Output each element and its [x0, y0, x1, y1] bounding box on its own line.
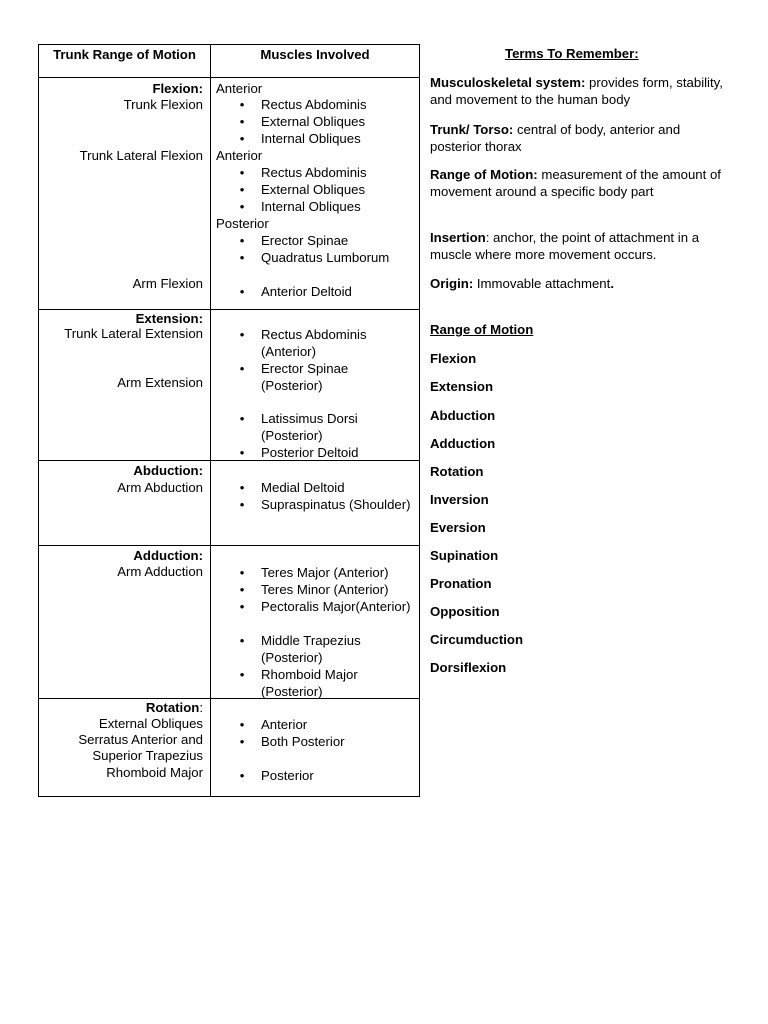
- motion-label: External Obliques: [98, 716, 203, 731]
- bullet: •: [239, 480, 245, 495]
- bullet: •: [239, 582, 245, 597]
- motion-label: Rhomboid Major: [106, 765, 203, 780]
- bullet: •: [239, 411, 245, 426]
- bullet: •: [239, 717, 245, 732]
- muscle-item: Anterior Deltoid: [261, 284, 352, 299]
- bullet: •: [239, 361, 245, 376]
- rom-item: Flexion: [430, 351, 477, 366]
- rom-item: Eversion: [430, 520, 486, 535]
- motion-label: Arm Flexion: [132, 276, 203, 291]
- term-trunk-torso: [430, 121, 726, 155]
- bullet: •: [239, 734, 245, 749]
- term-definition: Immovable attachment: [473, 276, 611, 291]
- bullet: •: [239, 327, 245, 342]
- motion-label: Arm Abduction: [117, 480, 203, 495]
- rotation-muscles-cell: [210, 698, 420, 797]
- muscle-item: Latissimus Dorsi (Posterior): [261, 411, 358, 443]
- bullet: •: [239, 199, 245, 214]
- motion-label: Serratus Anterior and: [78, 732, 203, 747]
- rom-item: Abduction: [430, 408, 496, 423]
- extension-muscles-cell: [210, 309, 420, 461]
- muscle-item: Both Posterior: [261, 734, 345, 749]
- term-definition: measurement of the amount of movement around a specific body part: [430, 167, 721, 199]
- rom-item: Circumduction: [430, 632, 524, 647]
- term-name: Musculoskeletal system:: [430, 75, 586, 90]
- bullet: •: [239, 182, 245, 197]
- muscle-item: Internal Obliques: [261, 131, 361, 146]
- rotation-title-text: Rotation: [145, 700, 200, 715]
- flexion-title: Flexion:: [152, 81, 203, 96]
- extension-motion-cell: [38, 309, 211, 461]
- adduction-muscles-cell: [210, 545, 420, 699]
- muscle-item: Posterior: [261, 768, 314, 783]
- muscle-item: Pectoralis Major(Anterior): [261, 599, 411, 614]
- bullet: •: [239, 633, 245, 648]
- bullet: •: [239, 667, 245, 682]
- muscle-item: Rectus Abdominis: [261, 97, 367, 112]
- rom-item: Opposition: [430, 604, 500, 619]
- muscle-item: Teres Major (Anterior): [261, 565, 389, 580]
- term-name: Trunk/ Torso:: [430, 122, 514, 137]
- bullet: •: [239, 768, 245, 783]
- muscle-item: Erector Spinae: [261, 233, 349, 248]
- muscle-item: Rectus Abdominis (Anterior): [261, 327, 367, 359]
- motion-label: Superior Trapezius: [92, 748, 203, 763]
- bullet: •: [239, 445, 245, 460]
- term-insertion: [430, 229, 726, 263]
- col-header-muscles-involved: Muscles Involved: [210, 44, 420, 78]
- bullet: •: [239, 497, 245, 512]
- rom-item: Dorsiflexion: [430, 660, 507, 675]
- motion-label: Trunk Flexion: [123, 97, 203, 112]
- rom-item: Adduction: [430, 436, 496, 451]
- term-range-of-motion: [430, 166, 726, 200]
- flexion-muscles-cell: [210, 77, 420, 310]
- muscle-item: Teres Minor (Anterior): [261, 582, 389, 597]
- rom-item: Pronation: [430, 576, 492, 591]
- range-of-motion-title: Range of Motion: [430, 322, 534, 337]
- rotation-title-colon: :: [199, 700, 203, 715]
- muscle-item: Medial Deltoid: [261, 480, 345, 495]
- term-musculoskeletal-system: [430, 74, 726, 108]
- muscle-item: Rectus Abdominis: [261, 165, 367, 180]
- group-heading: Posterior: [216, 216, 269, 231]
- muscle-item: Internal Obliques: [261, 199, 361, 214]
- muscle-item: Quadratus Lumborum: [261, 250, 390, 265]
- bullet: •: [239, 565, 245, 580]
- muscle-item: Rhomboid Major (Posterior): [261, 667, 358, 699]
- bullet: •: [239, 131, 245, 146]
- bullet: •: [239, 165, 245, 180]
- terms-title: Terms To Remember:: [505, 46, 639, 61]
- table-row-flexion: [38, 77, 420, 310]
- muscle-item: Posterior Deltoid: [261, 445, 359, 460]
- muscle-item: Anterior: [261, 717, 308, 732]
- abduction-motion-cell: [38, 460, 211, 546]
- muscle-item: Supraspinatus (Shoulder): [261, 497, 411, 512]
- motion-label: Arm Extension: [117, 375, 203, 390]
- rom-item: Inversion: [430, 492, 489, 507]
- term-definition: central of body, anterior and posterior thorax: [430, 122, 681, 154]
- motion-label: Trunk Lateral Extension: [64, 326, 203, 341]
- bullet: •: [239, 233, 245, 248]
- term-name: Insertion: [430, 230, 486, 245]
- term-origin: [430, 275, 726, 292]
- term-name: Range of Motion:: [430, 167, 538, 182]
- muscle-item: External Obliques: [261, 182, 366, 197]
- abduction-muscles-cell: [210, 460, 420, 546]
- term-suffix: .: [610, 276, 614, 291]
- muscle-item: External Obliques: [261, 114, 366, 129]
- motion-label: Arm Adduction: [117, 564, 203, 579]
- muscle-item: Middle Trapezius (Posterior): [261, 633, 361, 665]
- group-heading: Anterior: [216, 81, 263, 96]
- bullet: •: [239, 284, 245, 299]
- table-row-abduction: [38, 460, 420, 546]
- adduction-title: Adduction:: [133, 548, 203, 563]
- bullet: •: [239, 250, 245, 265]
- bullet: •: [239, 97, 245, 112]
- rom-item: Extension: [430, 379, 494, 394]
- term-definition: provides form, stability, and movement to the human body: [430, 75, 723, 107]
- rom-item: Rotation: [430, 464, 484, 479]
- term-definition: : anchor, the point of attachment in a muscle where more movement occurs.: [430, 230, 700, 262]
- adduction-motion-cell: [38, 545, 211, 699]
- extension-title: Extension:: [135, 311, 203, 326]
- col-header-trunk-range-of-motion: Trunk Range of Motion: [38, 44, 211, 78]
- table-row-extension: [38, 309, 420, 461]
- flexion-motion-cell: [38, 77, 211, 310]
- rotation-title: [146, 699, 203, 716]
- rom-item: Supination: [430, 548, 499, 563]
- rotation-motion-cell: [38, 698, 211, 797]
- bullet: •: [239, 599, 245, 614]
- table-row-adduction: [38, 545, 420, 699]
- bullet: •: [239, 114, 245, 129]
- muscle-item: Erector Spinae (Posterior): [261, 361, 349, 393]
- table-row-rotation: [38, 698, 420, 797]
- group-heading: Anterior: [216, 148, 263, 163]
- term-name: Origin:: [430, 276, 474, 291]
- abduction-title: Abduction:: [133, 463, 203, 478]
- motion-label: Trunk Lateral Flexion: [79, 148, 203, 163]
